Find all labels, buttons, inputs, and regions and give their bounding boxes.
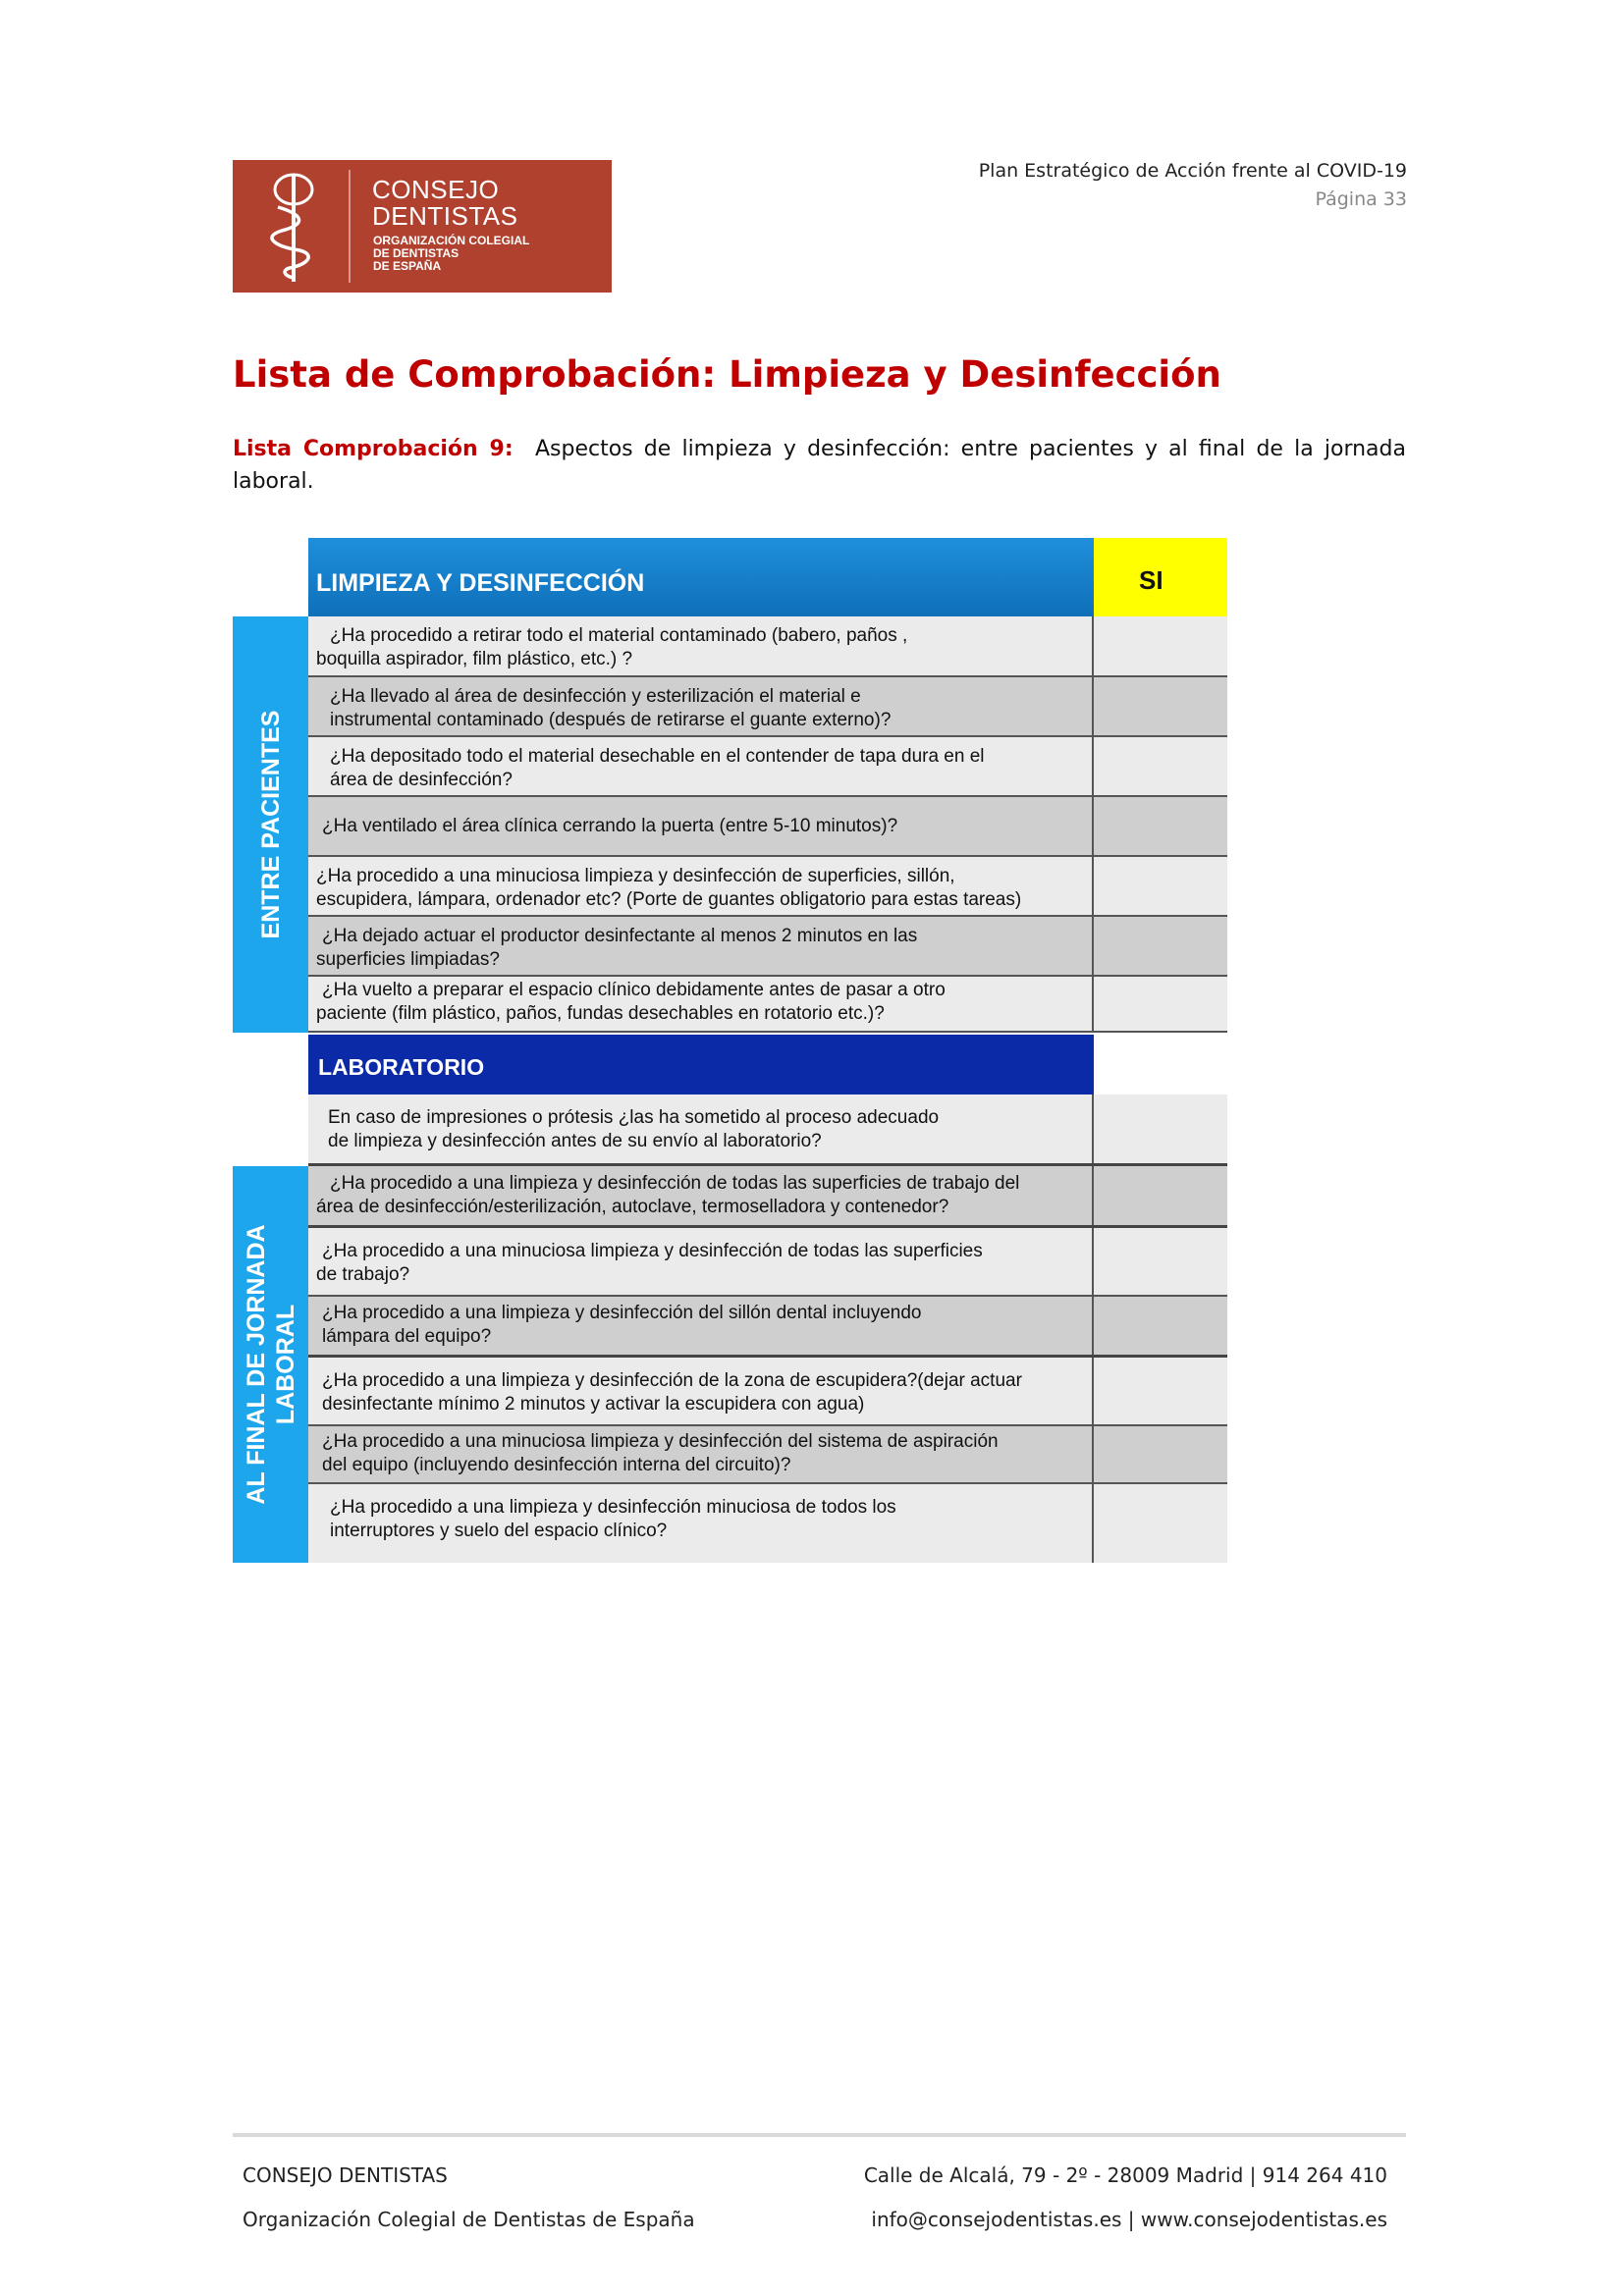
- question: ¿Ha procedido a una limpieza y desinfección minuciosa de todos los interruptores y suelo del espacio clínico?: [308, 1484, 1094, 1563]
- checklist-row: [308, 1228, 1227, 1297]
- section-final-jornada-label: AL FINAL DE JORNADA LABORAL: [242, 1224, 299, 1505]
- answer-header: [1094, 538, 1227, 616]
- question: En caso de impresiones o prótesis ¿las ha sometido al proceso adecuado de limpieza y desinfección antes de su envío al laboratorio?: [308, 1095, 1094, 1163]
- checklist-row: [308, 677, 1227, 737]
- logo-divider: [349, 170, 351, 283]
- footer-contact[interactable]: info@consejodentistas.es | www.consejodentistas.es: [871, 2208, 1387, 2231]
- answer-cell[interactable]: [1094, 1358, 1227, 1424]
- answer-cell[interactable]: [1094, 616, 1227, 675]
- checklist-row: [308, 1166, 1227, 1228]
- laboratorio-header: [308, 1035, 1094, 1095]
- question: ¿Ha procedido a una limpieza y desinfección del sillón dental incluyendo lámpara del equipo?: [308, 1297, 1094, 1355]
- question: ¿Ha procedido a una minuciosa limpieza y desinfección de superficies, sillón, escupidera, lámpara, ordenador etc? (Porte de guantes obligatorio para estas tareas): [308, 857, 1094, 915]
- answer-cell[interactable]: [1094, 917, 1227, 975]
- footer-org-full: Organización Colegial de Dentistas de España: [243, 2208, 695, 2231]
- logo-line-2: DENTISTAS: [372, 201, 518, 231]
- logo: [233, 160, 612, 293]
- checklist-row: [308, 917, 1227, 977]
- header-title: Plan Estratégico de Acción frente al COVID-19: [978, 160, 1407, 182]
- logo-line-3: ORGANIZACIÓN COLEGIAL: [373, 234, 530, 247]
- question: ¿Ha procedido a una limpieza y desinfección de la zona de escupidera?(dejar actuar desinfectante mínimo 2 minutos y activar la escupidera con agua): [308, 1358, 1094, 1424]
- answer-cell[interactable]: [1094, 1166, 1227, 1225]
- question: ¿Ha procedido a una minuciosa limpieza y desinfección del sistema de aspiración del equipo (incluyendo desinfección interna del circuito)?: [308, 1426, 1094, 1482]
- footer-address: Calle de Alcalá, 79 - 2º - 28009 Madrid | 914 264 410: [863, 2163, 1387, 2187]
- answer-cell[interactable]: [1094, 1426, 1227, 1482]
- answer-cell[interactable]: [1094, 677, 1227, 735]
- question: ¿Ha procedido a una limpieza y desinfección de todas las superficies de trabajo del área de desinfección/esterilización, autoclave, termoselladora y contenedor?: [308, 1166, 1094, 1225]
- checklist-row: [308, 977, 1227, 1033]
- logo-subtitle: [373, 235, 529, 273]
- checklist-row: [308, 616, 1227, 677]
- logo-line-5: DE ESPAÑA: [373, 259, 442, 273]
- laboratorio-label: LABORATORIO: [318, 1054, 485, 1080]
- footer-divider: [233, 2133, 1406, 2137]
- answer-cell[interactable]: [1094, 1228, 1227, 1295]
- logo-line-1: CONSEJO: [372, 175, 500, 204]
- question: ¿Ha procedido a una minuciosa limpieza y desinfección de todas las superficies de trabajo?: [308, 1228, 1094, 1295]
- page-number: Página 33: [1315, 188, 1407, 210]
- intro-paragraph: [233, 433, 1406, 498]
- checklist-header: [308, 538, 1094, 616]
- laboratorio-blank: [1094, 1035, 1227, 1095]
- section-entre-pacientes: [233, 616, 308, 1033]
- answer-cell[interactable]: [1094, 737, 1227, 795]
- answer-cell[interactable]: [1094, 797, 1227, 855]
- rod-of-asclepius-icon: [254, 168, 333, 285]
- question: ¿Ha depositado todo el material desechable en el contender de tapa dura en el área de desinfección?: [308, 737, 1094, 795]
- section-entre-pacientes-label: ENTRE PACIENTES: [256, 710, 285, 939]
- question: ¿Ha vuelto a preparar el espacio clínico debidamente antes de pasar a otro paciente (film plástico, paños, fundas desechables en rotatorio etc.)?: [308, 977, 1094, 1031]
- question: ¿Ha procedido a retirar todo el material contaminado (babero, paños , boquilla aspirador, film plástico, etc.) ?: [308, 616, 1094, 675]
- checklist-row: [308, 857, 1227, 917]
- question: ¿Ha dejado actuar el productor desinfectante al menos 2 minutos en las superficies limpiadas?: [308, 917, 1094, 975]
- checklist-row: [308, 737, 1227, 797]
- checklist-row: [308, 1426, 1227, 1484]
- checklist-row: [308, 1297, 1227, 1358]
- checklist-row: [308, 1358, 1227, 1426]
- checklist-row: [308, 1095, 1227, 1166]
- section-final-jornada: [233, 1166, 308, 1563]
- checklist-row: [308, 797, 1227, 857]
- answer-cell[interactable]: [1094, 1484, 1227, 1563]
- intro-text: Aspectos de limpieza y desinfección: entre pacientes y al final de la jornada laboral.: [233, 437, 1406, 494]
- checklist-header-label: LIMPIEZA Y DESINFECCIÓN: [316, 569, 645, 597]
- answer-cell[interactable]: [1094, 1297, 1227, 1355]
- logo-line-4: DE DENTISTAS: [373, 246, 460, 260]
- checklist-table: [233, 538, 1229, 1563]
- footer-org: CONSEJO DENTISTAS: [243, 2163, 448, 2187]
- checklist-row: [308, 1484, 1227, 1563]
- answer-cell[interactable]: [1094, 977, 1227, 1031]
- answer-cell[interactable]: [1094, 1095, 1227, 1163]
- page-title: Lista de Comprobación: Limpieza y Desinfección: [233, 353, 1221, 396]
- answer-header-label: SI: [1139, 565, 1163, 595]
- question: ¿Ha ventilado el área clínica cerrando la puerta (entre 5-10 minutos)?: [308, 797, 1094, 855]
- intro-label: Lista Comprobación 9:: [233, 437, 514, 461]
- question: ¿Ha llevado al área de desinfección y esterilización el material e instrumental contaminado (después de retirarse el guante externo)?: [308, 677, 1094, 735]
- answer-cell[interactable]: [1094, 857, 1227, 915]
